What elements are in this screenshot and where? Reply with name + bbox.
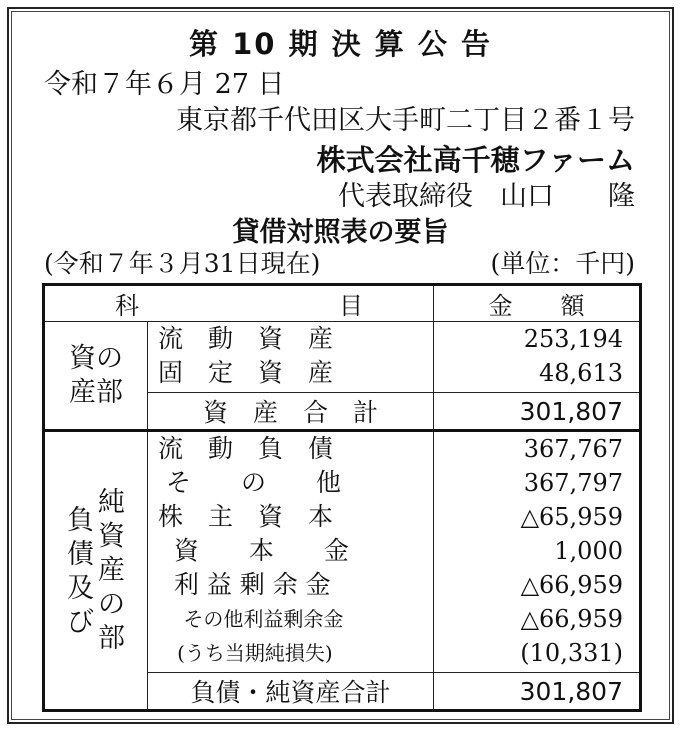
liabilities-values: [434, 431, 641, 673]
item-value: 48,613: [539, 359, 623, 387]
item-value: 253,194: [523, 325, 623, 353]
as-of-date: (令和７年３月31日現在): [44, 249, 321, 278]
item-label: その他利益剰余金: [158, 607, 344, 631]
representative: 代表取締役 山口 隆: [338, 181, 635, 212]
category-char: 資: [98, 520, 125, 552]
liabilities-total-value: 301,807: [434, 673, 641, 711]
item-value: 367,797: [523, 469, 623, 497]
balance-sheet-title: 貸借対照表の要旨: [232, 217, 449, 248]
item-label: 固 定 資 産: [158, 358, 334, 387]
item-label: 流 動 負 債: [158, 434, 334, 463]
item-value: 367,767: [523, 435, 623, 463]
assets-category: [44, 322, 148, 431]
header-item-cell: [44, 285, 434, 322]
assets-category-line: 資の: [69, 342, 123, 374]
assets-values: [434, 322, 641, 393]
notice-title: 第 10 期 決 算 公 告: [189, 27, 492, 61]
category-char: び: [67, 606, 94, 638]
assets-category-line: 産部: [69, 376, 123, 408]
item-label: そ の 他: [158, 468, 341, 497]
assets-total-label: 資 産 合 計: [148, 393, 434, 431]
company-address: 東京都千代田区大手町二丁目２番１号: [176, 105, 635, 136]
item-value: 1,000: [554, 537, 623, 565]
company-name: 株式会社高千穂ファーム: [316, 143, 635, 177]
item-label: 資 本 金: [158, 536, 349, 565]
item-label: (うち当期純損失): [158, 641, 333, 665]
item-label: 利 益 剰 余 金: [158, 570, 331, 599]
category-char: 産: [98, 554, 125, 586]
liabilities-rows: [44, 431, 641, 673]
item-label: 流 動 資 産: [158, 324, 334, 353]
liabilities-items: [148, 431, 434, 673]
item-value: △65,959: [520, 503, 623, 531]
category-char: の: [98, 588, 125, 620]
liabilities-category-right: [98, 486, 125, 656]
assets-rows: [44, 322, 641, 393]
header-item-left: 科: [115, 292, 139, 320]
item-value: △66,959: [520, 605, 623, 633]
category-char: 債: [67, 538, 94, 570]
liabilities-category-left: [67, 486, 94, 656]
notice-date: 令和７年６月 27 日: [44, 69, 285, 100]
assets-total-value: 301,807: [434, 393, 641, 431]
assets-items: [148, 322, 434, 393]
liabilities-total-label: 負債・純資産合計: [148, 673, 434, 711]
category-char: 負: [67, 504, 94, 536]
category-char: 部: [98, 622, 125, 654]
header-amount: 金 額: [434, 285, 641, 322]
liabilities-category: [44, 431, 148, 711]
item-value: △66,959: [520, 571, 623, 599]
item-value: (10,331): [520, 639, 623, 667]
category-char: 及: [67, 572, 94, 604]
balance-sheet-table: [42, 283, 642, 712]
item-label: 株 主 資 本: [158, 502, 334, 531]
table-header-row: [44, 285, 641, 322]
category-char: 純: [98, 486, 125, 518]
header-item-right: 目: [339, 292, 363, 320]
unit-label: (単位：千円): [490, 249, 635, 278]
